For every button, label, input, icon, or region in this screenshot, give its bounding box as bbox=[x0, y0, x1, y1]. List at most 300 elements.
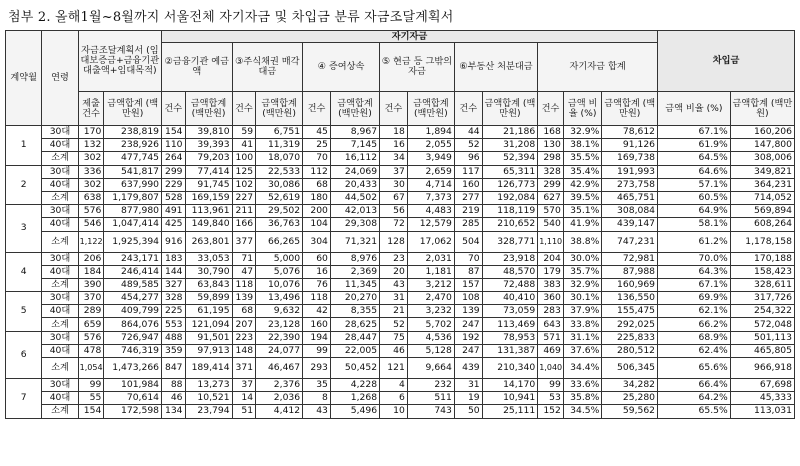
table-cell-a0: 409,799 bbox=[104, 305, 162, 318]
table-cell-a2: 46,467 bbox=[256, 358, 303, 379]
table-cell-c3: 180 bbox=[303, 191, 331, 204]
table-cell-c2: 41 bbox=[232, 139, 256, 152]
table-cell-a0: 172,598 bbox=[104, 405, 162, 418]
table-cell-pt: 35.5% bbox=[563, 152, 601, 165]
table-cell-c2: 207 bbox=[232, 318, 256, 331]
table-cell-c2: 102 bbox=[232, 178, 256, 191]
table-cell-al: 465,805 bbox=[730, 344, 794, 357]
table-cell-pl: 70.0% bbox=[658, 252, 731, 265]
header-cnt: 건수 bbox=[454, 92, 482, 126]
header-cnt: 건수 bbox=[380, 92, 408, 126]
table-cell-pl: 67.1% bbox=[658, 278, 731, 291]
table-cell-pt: 35.8% bbox=[563, 392, 601, 405]
table-cell-a5: 10,941 bbox=[482, 392, 538, 405]
table-cell-c3: 42 bbox=[303, 305, 331, 318]
table-cell-c1: 183 bbox=[162, 252, 186, 265]
table-cell-a3: 2,369 bbox=[330, 265, 379, 278]
table-cell-at: 59,562 bbox=[602, 405, 658, 418]
table-cell-a4: 4,483 bbox=[407, 205, 454, 218]
table-cell-a2: 22,390 bbox=[256, 331, 303, 344]
table-cell-c1: 154 bbox=[162, 126, 186, 139]
table-cell-pl: 65.5% bbox=[658, 405, 731, 418]
table-cell-at: 91,126 bbox=[602, 139, 658, 152]
table-cell-a1: 189,414 bbox=[185, 358, 232, 379]
table-cell-a2: 6,751 bbox=[256, 126, 303, 139]
header-gift: ④ 증여상속 bbox=[303, 43, 380, 92]
table-cell-c3: 200 bbox=[303, 205, 331, 218]
table-cell-c0: 302 bbox=[78, 152, 104, 165]
table-cell-pt: 42.9% bbox=[563, 178, 601, 191]
age-cell: 소계 bbox=[42, 405, 78, 418]
table-cell-c5: 117 bbox=[454, 165, 482, 178]
table-cell-pt: 30.1% bbox=[563, 292, 601, 305]
table-cell-al: 170,188 bbox=[730, 252, 794, 265]
table-cell-a0: 477,745 bbox=[104, 152, 162, 165]
table-cell-a5: 210,340 bbox=[482, 358, 538, 379]
age-cell: 소계 bbox=[42, 152, 78, 165]
table-cell-a3: 8,976 bbox=[330, 252, 379, 265]
table-cell-c5: 157 bbox=[454, 278, 482, 291]
table-cell-al: 608,264 bbox=[730, 218, 794, 231]
table-cell-al: 572,048 bbox=[730, 318, 794, 331]
table-cell-a1: 79,203 bbox=[185, 152, 232, 165]
header-realestate: ⑥부동산 처분대금 bbox=[454, 43, 537, 92]
table-cell-pl: 64.3% bbox=[658, 265, 731, 278]
table-cell-a3: 4,228 bbox=[330, 379, 379, 392]
table-cell-c0: 546 bbox=[78, 218, 104, 231]
table-cell-at: 506,345 bbox=[602, 358, 658, 379]
table-cell-c3: 43 bbox=[303, 405, 331, 418]
table-cell-c4: 43 bbox=[380, 278, 408, 291]
table-cell-c3: 35 bbox=[303, 379, 331, 392]
table-row bbox=[6, 139, 795, 152]
table-cell-a2: 5,076 bbox=[256, 265, 303, 278]
table-cell-a1: 59,899 bbox=[185, 292, 232, 305]
table-cell-c1: 553 bbox=[162, 318, 186, 331]
table-cell-a0: 746,319 bbox=[104, 344, 162, 357]
table-cell-a4: 1,894 bbox=[407, 126, 454, 139]
table-cell-a5: 126,773 bbox=[482, 178, 538, 191]
table-cell-a3: 22,005 bbox=[330, 344, 379, 357]
table-cell-a1: 169,159 bbox=[185, 191, 232, 204]
table-cell-a2: 18,070 bbox=[256, 152, 303, 165]
table-cell-a2: 10,076 bbox=[256, 278, 303, 291]
table-cell-ct: 130 bbox=[538, 139, 564, 152]
table-cell-a0: 101,984 bbox=[104, 379, 162, 392]
table-cell-a2: 9,632 bbox=[256, 305, 303, 318]
table-cell-ct: 571 bbox=[538, 331, 564, 344]
table-cell-at: 273,758 bbox=[602, 178, 658, 191]
table-cell-a2: 29,502 bbox=[256, 205, 303, 218]
table-cell-a2: 36,763 bbox=[256, 218, 303, 231]
table-cell-a5: 23,918 bbox=[482, 252, 538, 265]
table-cell-c0: 370 bbox=[78, 292, 104, 305]
table-cell-al: 364,231 bbox=[730, 178, 794, 191]
table-row bbox=[6, 305, 795, 318]
table-cell-ct: 298 bbox=[538, 152, 564, 165]
table-cell-a0: 70,614 bbox=[104, 392, 162, 405]
table-cell-a0: 238,819 bbox=[104, 126, 162, 139]
table-cell-pl: 62.4% bbox=[658, 344, 731, 357]
month-group-cell: 5 bbox=[6, 292, 42, 332]
age-cell: 40대 bbox=[42, 344, 78, 357]
table-cell-pl: 64.6% bbox=[658, 165, 731, 178]
table-cell-a0: 877,980 bbox=[104, 205, 162, 218]
age-cell: 30대 bbox=[42, 165, 78, 178]
table-cell-pl: 64.9% bbox=[658, 205, 731, 218]
table-cell-c4: 23 bbox=[380, 252, 408, 265]
table-cell-ct: 469 bbox=[538, 344, 564, 357]
table-cell-a1: 91,745 bbox=[185, 178, 232, 191]
table-cell-c5: 70 bbox=[454, 252, 482, 265]
header-financial: ②금융기관 예금액 bbox=[162, 43, 233, 92]
table-cell-ct: 99 bbox=[538, 379, 564, 392]
funding-plan-table bbox=[5, 30, 795, 419]
table-cell-pt: 35.7% bbox=[563, 265, 601, 278]
table-cell-c5: 504 bbox=[454, 231, 482, 252]
table-cell-at: 747,231 bbox=[602, 231, 658, 252]
table-cell-c3: 112 bbox=[303, 165, 331, 178]
table-cell-c4: 18 bbox=[380, 126, 408, 139]
table-cell-a1: 61,195 bbox=[185, 305, 232, 318]
age-cell: 40대 bbox=[42, 392, 78, 405]
table-cell-c4: 46 bbox=[380, 344, 408, 357]
table-cell-a1: 113,961 bbox=[185, 205, 232, 218]
table-cell-c4: 67 bbox=[380, 191, 408, 204]
table-cell-a1: 121,094 bbox=[185, 318, 232, 331]
table-cell-c0: 1,054 bbox=[78, 358, 104, 379]
table-cell-a1: 97,913 bbox=[185, 344, 232, 357]
table-cell-pl: 67.1% bbox=[658, 126, 731, 139]
table-row bbox=[6, 165, 795, 178]
header-cnt: 건수 bbox=[162, 92, 186, 126]
table-cell-c0: 576 bbox=[78, 331, 104, 344]
table-cell-c2: 125 bbox=[232, 165, 256, 178]
table-cell-a5: 192,084 bbox=[482, 191, 538, 204]
table-cell-a4: 2,470 bbox=[407, 292, 454, 305]
header-amount-plan: 금액합계 (백만원) bbox=[104, 92, 162, 126]
header-amt: 금액합계 (백만원) bbox=[407, 92, 454, 126]
table-cell-pl: 65.6% bbox=[658, 358, 731, 379]
header-age: 연령 bbox=[42, 31, 78, 126]
table-cell-a4: 2,055 bbox=[407, 139, 454, 152]
table-cell-a5: 25,111 bbox=[482, 405, 538, 418]
table-cell-at: 191,993 bbox=[602, 165, 658, 178]
table-cell-at: 225,833 bbox=[602, 331, 658, 344]
table-cell-at: 136,550 bbox=[602, 292, 658, 305]
header-amt: 금액합계 (백만원) bbox=[185, 92, 232, 126]
table-cell-c5: 139 bbox=[454, 305, 482, 318]
table-cell-c0: 390 bbox=[78, 278, 104, 291]
table-cell-c5: 96 bbox=[454, 152, 482, 165]
age-cell: 30대 bbox=[42, 205, 78, 218]
table-cell-a3: 16,112 bbox=[330, 152, 379, 165]
table-row bbox=[6, 126, 795, 139]
table-cell-a2: 11,319 bbox=[256, 139, 303, 152]
table-cell-c1: 264 bbox=[162, 152, 186, 165]
table-cell-a5: 131,387 bbox=[482, 344, 538, 357]
table-cell-c1: 359 bbox=[162, 344, 186, 357]
table-cell-a3: 28,625 bbox=[330, 318, 379, 331]
table-cell-c3: 304 bbox=[303, 231, 331, 252]
header-amt: 금액합계 (백만원) bbox=[330, 92, 379, 126]
table-cell-a5: 210,652 bbox=[482, 218, 538, 231]
table-cell-pt: 30.0% bbox=[563, 252, 601, 265]
header-cnt: 건수 bbox=[303, 92, 331, 126]
table-cell-c4: 34 bbox=[380, 152, 408, 165]
table-cell-ct: 570 bbox=[538, 205, 564, 218]
table-cell-a5: 65,311 bbox=[482, 165, 538, 178]
table-cell-a3: 8,967 bbox=[330, 126, 379, 139]
table-cell-c2: 148 bbox=[232, 344, 256, 357]
table-cell-a4: 17,062 bbox=[407, 231, 454, 252]
table-cell-c4: 128 bbox=[380, 231, 408, 252]
table-cell-c0: 170 bbox=[78, 126, 104, 139]
table-cell-c2: 211 bbox=[232, 205, 256, 218]
table-cell-pl: 66.4% bbox=[658, 379, 731, 392]
table-cell-a0: 243,171 bbox=[104, 252, 162, 265]
table-cell-c4: 56 bbox=[380, 205, 408, 218]
table-row bbox=[6, 318, 795, 331]
table-cell-c1: 88 bbox=[162, 379, 186, 392]
table-cell-c4: 4 bbox=[380, 379, 408, 392]
table-cell-c3: 16 bbox=[303, 265, 331, 278]
table-cell-a1: 63,843 bbox=[185, 278, 232, 291]
table-cell-a3: 11,345 bbox=[330, 278, 379, 291]
table-cell-al: 714,052 bbox=[730, 191, 794, 204]
table-cell-c0: 206 bbox=[78, 252, 104, 265]
table-cell-pl: 69.9% bbox=[658, 292, 731, 305]
table-cell-a4: 2,659 bbox=[407, 165, 454, 178]
header-amt: 금액합계 (백만원) bbox=[256, 92, 303, 126]
table-cell-c1: 488 bbox=[162, 331, 186, 344]
table-cell-a3: 42,013 bbox=[330, 205, 379, 218]
table-cell-c1: 916 bbox=[162, 231, 186, 252]
table-cell-c1: 847 bbox=[162, 358, 186, 379]
table-cell-a4: 12,579 bbox=[407, 218, 454, 231]
table-cell-a5: 21,186 bbox=[482, 126, 538, 139]
table-row bbox=[6, 358, 795, 379]
age-cell: 30대 bbox=[42, 331, 78, 344]
table-cell-c5: 247 bbox=[454, 344, 482, 357]
age-cell: 30대 bbox=[42, 292, 78, 305]
table-cell-c4: 21 bbox=[380, 305, 408, 318]
table-cell-pl: 57.1% bbox=[658, 178, 731, 191]
table-cell-a2: 52,619 bbox=[256, 191, 303, 204]
table-cell-c1: 46 bbox=[162, 392, 186, 405]
month-group-cell: 7 bbox=[6, 379, 42, 419]
table-cell-a2: 2,036 bbox=[256, 392, 303, 405]
table-cell-a2: 30,086 bbox=[256, 178, 303, 191]
table-cell-c0: 99 bbox=[78, 379, 104, 392]
table-cell-c3: 70 bbox=[303, 152, 331, 165]
header-cnt: 건수 bbox=[538, 92, 564, 126]
age-cell: 40대 bbox=[42, 305, 78, 318]
table-cell-c0: 302 bbox=[78, 178, 104, 191]
table-cell-a2: 66,265 bbox=[256, 231, 303, 252]
header-cnt: 건수 bbox=[232, 92, 256, 126]
table-row bbox=[6, 331, 795, 344]
table-cell-c0: 184 bbox=[78, 265, 104, 278]
table-row bbox=[6, 205, 795, 218]
table-cell-a2: 5,000 bbox=[256, 252, 303, 265]
table-cell-pt: 39.5% bbox=[563, 191, 601, 204]
table-cell-al: 254,322 bbox=[730, 305, 794, 318]
table-cell-c5: 87 bbox=[454, 265, 482, 278]
table-cell-a5: 118,119 bbox=[482, 205, 538, 218]
table-cell-c1: 134 bbox=[162, 405, 186, 418]
table-cell-at: 439,147 bbox=[602, 218, 658, 231]
table-cell-ct: 328 bbox=[538, 165, 564, 178]
table-row bbox=[6, 218, 795, 231]
table-cell-a5: 73,059 bbox=[482, 305, 538, 318]
table-cell-a4: 743 bbox=[407, 405, 454, 418]
header-own-total: 자기자금 합계 bbox=[538, 43, 658, 92]
table-cell-c0: 336 bbox=[78, 165, 104, 178]
table-cell-al: 45,333 bbox=[730, 392, 794, 405]
age-cell: 소계 bbox=[42, 231, 78, 252]
table-cell-a0: 726,947 bbox=[104, 331, 162, 344]
table-cell-c3: 104 bbox=[303, 218, 331, 231]
table-cell-c5: 44 bbox=[454, 126, 482, 139]
table-cell-pl: 66.2% bbox=[658, 318, 731, 331]
table-cell-a0: 454,277 bbox=[104, 292, 162, 305]
table-row bbox=[6, 178, 795, 191]
table-cell-al: 1,178,158 bbox=[730, 231, 794, 252]
table-cell-pt: 35.4% bbox=[563, 165, 601, 178]
table-cell-pt: 31.1% bbox=[563, 331, 601, 344]
table-cell-c5: 277 bbox=[454, 191, 482, 204]
table-cell-pl: 62.1% bbox=[658, 305, 731, 318]
table-cell-al: 501,113 bbox=[730, 331, 794, 344]
table-cell-a4: 2,031 bbox=[407, 252, 454, 265]
header-own-funds: 자기자금 bbox=[162, 31, 658, 43]
table-cell-c3: 99 bbox=[303, 344, 331, 357]
age-cell: 소계 bbox=[42, 191, 78, 204]
table-cell-c5: 192 bbox=[454, 331, 482, 344]
table-row bbox=[6, 191, 795, 204]
header-stock: ③주식채권 매각대금 bbox=[232, 43, 303, 92]
table-cell-c5: 52 bbox=[454, 139, 482, 152]
table-cell-c4: 31 bbox=[380, 292, 408, 305]
table-cell-a5: 31,208 bbox=[482, 139, 538, 152]
table-cell-a3: 20,433 bbox=[330, 178, 379, 191]
table-body bbox=[6, 126, 795, 419]
table-cell-a5: 113,469 bbox=[482, 318, 538, 331]
table-cell-a0: 246,414 bbox=[104, 265, 162, 278]
table-cell-c1: 110 bbox=[162, 139, 186, 152]
table-cell-a3: 28,447 bbox=[330, 331, 379, 344]
table-cell-a4: 232 bbox=[407, 379, 454, 392]
table-cell-pt: 38.8% bbox=[563, 231, 601, 252]
table-cell-c3: 25 bbox=[303, 139, 331, 152]
table-cell-pt: 34.4% bbox=[563, 358, 601, 379]
table-row bbox=[6, 292, 795, 305]
table-cell-pl: 58.1% bbox=[658, 218, 731, 231]
table-cell-a4: 511 bbox=[407, 392, 454, 405]
table-cell-c1: 299 bbox=[162, 165, 186, 178]
table-cell-ct: 53 bbox=[538, 392, 564, 405]
table-cell-c4: 121 bbox=[380, 358, 408, 379]
table-cell-c2: 100 bbox=[232, 152, 256, 165]
table-cell-c4: 6 bbox=[380, 392, 408, 405]
table-cell-c2: 227 bbox=[232, 191, 256, 204]
table-cell-a3: 24,069 bbox=[330, 165, 379, 178]
table-cell-a1: 23,794 bbox=[185, 405, 232, 418]
table-cell-pt: 37.6% bbox=[563, 344, 601, 357]
header-ratio: 금액 비율 (%) bbox=[563, 92, 601, 126]
age-cell: 40대 bbox=[42, 178, 78, 191]
table-cell-a2: 23,128 bbox=[256, 318, 303, 331]
table-cell-c2: 14 bbox=[232, 392, 256, 405]
table-cell-a1: 77,414 bbox=[185, 165, 232, 178]
table-cell-at: 25,280 bbox=[602, 392, 658, 405]
table-cell-c4: 30 bbox=[380, 178, 408, 191]
month-group-cell: 1 bbox=[6, 126, 42, 166]
header-loan-amt: 금액합계 (백만원) bbox=[730, 92, 794, 126]
table-cell-a0: 238,926 bbox=[104, 139, 162, 152]
header-group: 계약월 bbox=[6, 31, 42, 126]
age-cell: 40대 bbox=[42, 139, 78, 152]
table-cell-c2: 166 bbox=[232, 218, 256, 231]
table-cell-al: 569,894 bbox=[730, 205, 794, 218]
table-cell-c1: 425 bbox=[162, 218, 186, 231]
table-cell-pt: 35.1% bbox=[563, 205, 601, 218]
table-cell-a1: 39,393 bbox=[185, 139, 232, 152]
table-cell-c0: 659 bbox=[78, 318, 104, 331]
table-cell-c0: 478 bbox=[78, 344, 104, 357]
table-cell-a0: 1,473,266 bbox=[104, 358, 162, 379]
table-cell-c1: 491 bbox=[162, 205, 186, 218]
table-cell-a3: 71,321 bbox=[330, 231, 379, 252]
month-group-cell: 4 bbox=[6, 252, 42, 292]
table-row bbox=[6, 152, 795, 165]
table-cell-c2: 139 bbox=[232, 292, 256, 305]
table-cell-ct: 204 bbox=[538, 252, 564, 265]
table-cell-a1: 10,521 bbox=[185, 392, 232, 405]
age-cell: 30대 bbox=[42, 126, 78, 139]
table-cell-al: 328,611 bbox=[730, 278, 794, 291]
table-cell-c1: 528 bbox=[162, 191, 186, 204]
table-cell-c0: 55 bbox=[78, 392, 104, 405]
table-cell-c2: 223 bbox=[232, 331, 256, 344]
table-row bbox=[6, 379, 795, 392]
table-cell-a4: 3,232 bbox=[407, 305, 454, 318]
table-cell-a3: 29,308 bbox=[330, 218, 379, 231]
table-cell-pt: 41.9% bbox=[563, 218, 601, 231]
header-cash: ⑤ 현금 등 그밖의 자금 bbox=[380, 43, 455, 92]
table-cell-a4: 7,373 bbox=[407, 191, 454, 204]
age-cell: 40대 bbox=[42, 265, 78, 278]
table-cell-a0: 1,925,394 bbox=[104, 231, 162, 252]
month-group-cell: 2 bbox=[6, 165, 42, 205]
table-cell-al: 158,423 bbox=[730, 265, 794, 278]
table-cell-c2: 71 bbox=[232, 252, 256, 265]
table-cell-pl: 61.9% bbox=[658, 139, 731, 152]
header-loan: 차입금 bbox=[658, 31, 795, 92]
table-cell-a1: 30,790 bbox=[185, 265, 232, 278]
table-cell-at: 280,512 bbox=[602, 344, 658, 357]
table-cell-c0: 289 bbox=[78, 305, 104, 318]
table-row bbox=[6, 231, 795, 252]
table-cell-c2: 377 bbox=[232, 231, 256, 252]
table-cell-at: 87,988 bbox=[602, 265, 658, 278]
table-cell-a0: 541,817 bbox=[104, 165, 162, 178]
table-cell-a3: 5,496 bbox=[330, 405, 379, 418]
table-cell-a3: 44,502 bbox=[330, 191, 379, 204]
table-cell-ct: 360 bbox=[538, 292, 564, 305]
table-cell-al: 349,821 bbox=[730, 165, 794, 178]
